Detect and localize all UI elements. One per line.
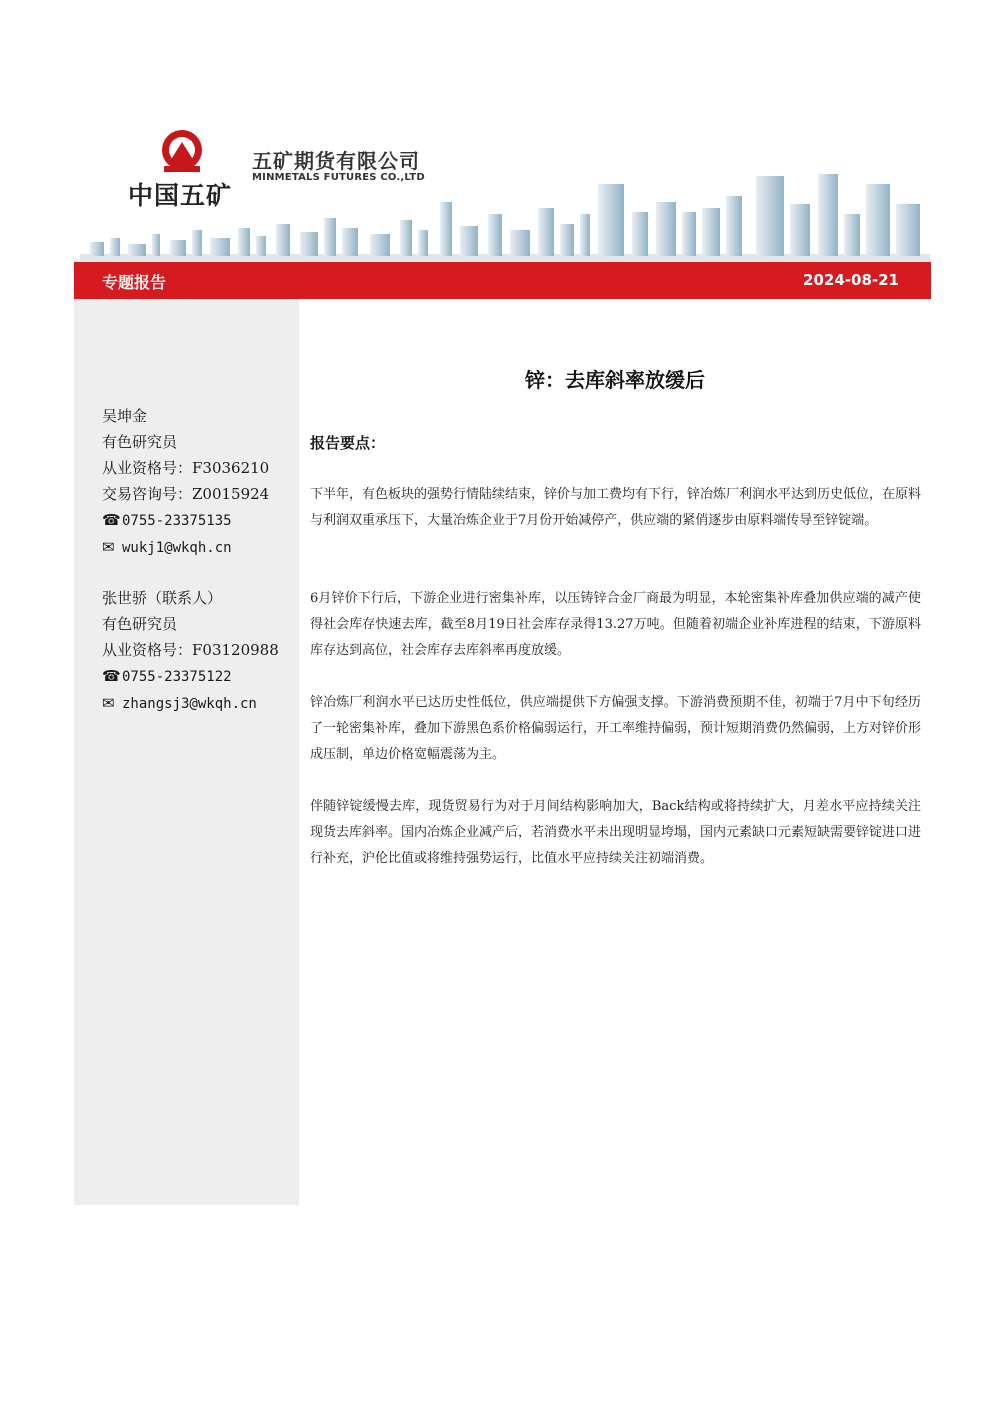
author-role: 有色研究员 (102, 433, 178, 451)
author-card (102, 403, 269, 561)
report-type-label: 专题报告 (102, 273, 167, 292)
company-name-cn: 五矿期货有限公司 (252, 149, 420, 173)
report-paragraph: 锌冶炼厂利润水平已达历史性低位，供应端提供下方偏强支撑。下游消费预期不佳，初端于7月中下旬经历了一轮密集补库，叠加下游黑色系价格偏弱运行，开工率维持偏弱，预计短期消费仍然偏弱，上方对锌价形成压制，单边价格宽幅震荡为主。 (310, 695, 922, 762)
author-qualification: 从业资格号：F3036210 (102, 459, 270, 477)
author-email[interactable] (102, 690, 279, 717)
phone-icon: ☎ (102, 511, 121, 529)
author-name: 吴坤金 (102, 407, 148, 425)
report-banner (74, 262, 931, 299)
author-sidebar (74, 299, 299, 1205)
author-email-address[interactable]: wukj1@wkqh.cn (122, 540, 232, 556)
author-consulting-number: 交易咨询号：Z0015924 (102, 485, 270, 503)
phone-icon: ☎ (102, 667, 121, 685)
author-email-address[interactable]: zhangsj3@wkqh.cn (122, 696, 257, 712)
company-name-en: MINMETALS FUTURES CO.,LTD (252, 172, 425, 183)
envelope-icon: ✉ (102, 694, 115, 712)
author-phone-number: 0755-23375135 (122, 513, 232, 529)
report-paragraph: 下半年，有色板块的强势行情陆续结束，锌价与加工费均有下行，锌冶炼厂利润水平达到历史低位，在原料与利润双重承压下，大量冶炼企业于7月份开始减停产，供应端的紧俏逐步由原料端传导至锌锭端。 (310, 487, 922, 528)
report-key-points-heading: 报告要点： (310, 434, 386, 452)
report-date: 2024-08-21 (803, 271, 899, 289)
report-paragraph: 6月锌价下行后，下游企业进行密集补库，以压铸锌合金厂商最为明显，本轮密集补库叠加供应端的减产使得社会库存快速去库，截至8月19日社会库存录得13.27万吨。但随着初端企业补库进程的结束，下游原料库存达到高位，社会库存去库斜率再度放缓。 (310, 591, 921, 658)
page-header (0, 0, 992, 262)
logo-wordmark: 中国五矿 (128, 181, 233, 210)
author-phone (102, 663, 279, 690)
author-email[interactable] (102, 534, 269, 561)
envelope-icon: ✉ (102, 538, 115, 556)
author-qualification: 从业资格号：F03120988 (102, 641, 279, 659)
author-phone (102, 507, 269, 534)
report-title: 锌：去库斜率放缓后 (525, 368, 705, 392)
author-card (102, 585, 279, 717)
city-skyline-illustration (80, 168, 930, 262)
author-phone-number: 0755-23375122 (122, 669, 232, 685)
report-paragraph: 伴随锌锭缓慢去库，现货贸易行为对于月间结构影响加大，Back结构或将持续扩大，月差水平应持续关注现货去库斜率。国内冶炼企业减产后，若消费水平未出现明显垮塌，国内元素缺口元素短缺需要锌锭进口进行补充，沪伦比值或将维持强势运行，比值水平应持续关注初端消费。 (310, 799, 922, 866)
author-role: 有色研究员 (102, 615, 178, 633)
author-name: 张世骄（联系人） (102, 589, 223, 607)
